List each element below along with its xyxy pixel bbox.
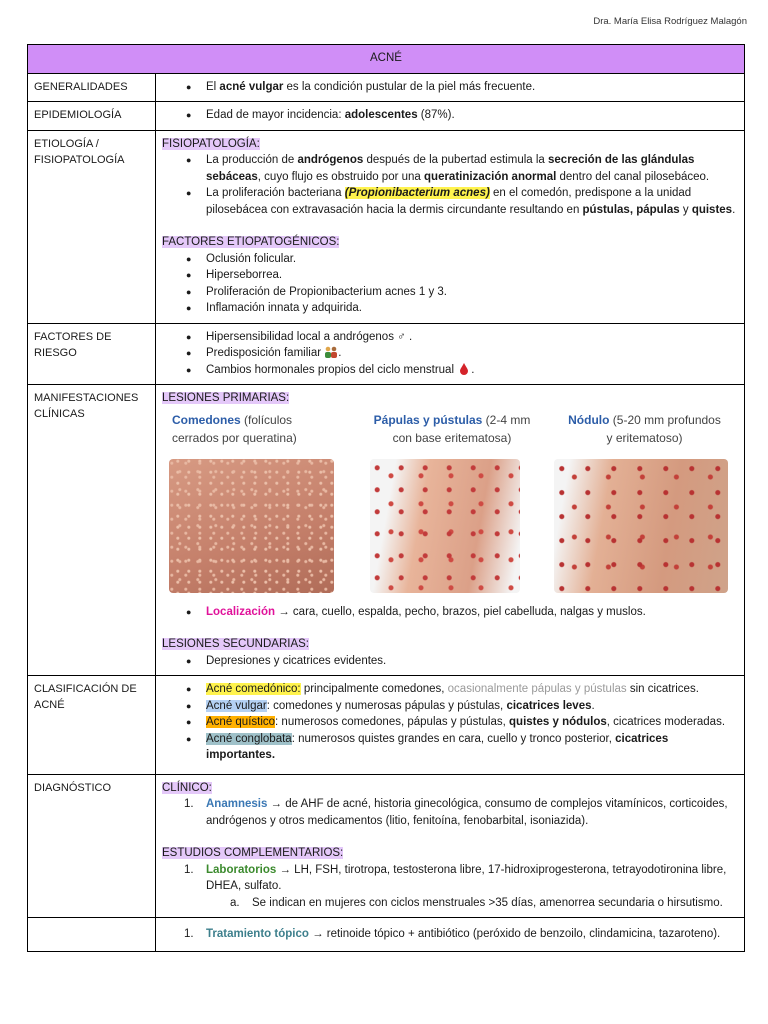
row-content bbox=[156, 323, 745, 385]
nodulo-photo bbox=[554, 459, 728, 593]
list-item: ● Acné quístico: numerosos comedones, pápulas y pústulas, quistes y nódulos, cicatrices moderadas. bbox=[162, 714, 738, 731]
section-heading: CLÍNICO: bbox=[162, 781, 212, 794]
author-header: Dra. María Elisa Rodríguez Malagón bbox=[593, 16, 747, 27]
row-etiologia bbox=[28, 130, 745, 323]
row-diagnostico bbox=[28, 774, 745, 918]
row-label: DIAGNÓSTICO bbox=[28, 774, 156, 918]
list-item: ● Depresiones y cicatrices evidentes. bbox=[162, 653, 738, 670]
list-item: ● Hiperseborrea. bbox=[162, 267, 738, 284]
row-clasificacion bbox=[28, 676, 745, 775]
row-generalidades bbox=[28, 73, 745, 102]
row-label: EPIDEMIOLOGÍA bbox=[28, 102, 156, 131]
row-manifestaciones bbox=[28, 385, 745, 676]
section-heading: FISIOPATOLOGÍA: bbox=[162, 137, 260, 150]
row-label bbox=[28, 918, 156, 952]
acne-table bbox=[27, 44, 745, 952]
list-item: ● Inflamación innata y adquirida. bbox=[162, 300, 738, 317]
table-title: ACNÉ bbox=[28, 45, 745, 74]
row-label: MANIFESTACIONES CLÍNICAS bbox=[28, 385, 156, 676]
list-item: ● Acné comedónico: principalmente comedones, ocasionalmente pápulas y pústulas sin cicatrices. bbox=[162, 681, 738, 698]
list-item: ● Acné conglobata: numerosos quistes grandes en cara, cuello y tronco posterior, cicatrices importantes. bbox=[162, 731, 738, 764]
title-row bbox=[28, 45, 745, 74]
row-riesgo bbox=[28, 323, 745, 385]
list-item: 1. Laboratorios → LH, FSH, tirotropa, testosterona libre, 17-hidroxiprogesterona, tetrayodotironina libre, DHEA, sulfato. bbox=[184, 863, 727, 892]
row-content bbox=[156, 130, 745, 323]
row-content bbox=[156, 676, 745, 775]
row-tratamiento bbox=[28, 918, 745, 952]
row-label: ETIOLOGÍA / FISIOPATOLOGÍA bbox=[28, 130, 156, 323]
comedones-photo bbox=[169, 459, 334, 593]
row-content bbox=[156, 102, 745, 131]
section-heading: ESTUDIOS COMPLEMENTARIOS: bbox=[162, 847, 344, 859]
list-item: ● La producción de andrógenos después de la pubertad estimula la secreción de las glándulas sebáceas, cuyo flujo es obstruido por una queratinización anormal dentro del canal pilosebáceo. bbox=[162, 152, 738, 185]
list-item: ● Cambios hormonales propios del ciclo menstrual . bbox=[162, 362, 738, 379]
section-heading: LESIONES SECUNDARIAS: bbox=[162, 638, 309, 650]
list-item: ● Localización → cara, cuello, espalda, pecho, brazos, piel cabelluda, nalgas y muslos. bbox=[162, 604, 738, 621]
row-content bbox=[156, 385, 745, 676]
list-item: 1. Anamnesis → de AHF de acné, historia ginecológica, consumo de complejos vitamínicos, corticoides, andrógenos y otros medicamentos (litio, fenitoína, fenobarbital, isoniazida). bbox=[184, 798, 728, 827]
row-content bbox=[156, 73, 745, 102]
row-label: CLASIFICACIÓN DE ACNÉ bbox=[28, 676, 156, 775]
list-item: ● Oclusión folicular. bbox=[162, 251, 738, 268]
sub-list-item: a. Se indican en mujeres con ciclos menstruales >35 días, amenorrea secundaria o hirsutismo. bbox=[230, 896, 723, 909]
row-content bbox=[156, 774, 745, 918]
row-epidemiologia bbox=[28, 102, 745, 131]
caption-nodulo: Nódulo (5-20 mm profundos y eritematoso) bbox=[568, 412, 721, 445]
list-item: ● Edad de mayor incidencia: adolescentes (87%). bbox=[162, 107, 738, 124]
list-item: ● La proliferación bacteriana (Propionibacterium acnes) en el comedón, predispone a la unidad pilosebácea con extravasación hacia la dermis circundante resultando en pústulas, pápulas y quistes. bbox=[162, 185, 738, 218]
section-heading: LESIONES PRIMARIAS: bbox=[162, 392, 290, 404]
blood-drop-icon bbox=[457, 363, 471, 375]
list-item: ● El acné vulgar es la condición pustular de la piel más frecuente. bbox=[162, 79, 738, 96]
list-item: ● Acné vulgar: comedones y numerosas pápulas y pústulas, cicatrices leves. bbox=[162, 698, 738, 715]
row-label: GENERALIDADES bbox=[28, 73, 156, 102]
caption-comedones: Comedones (folículos cerrados por queratina) bbox=[172, 412, 297, 445]
row-content bbox=[156, 918, 745, 952]
list-item: ● Predisposición familiar . bbox=[162, 345, 738, 362]
list-item: ● Proliferación de Propionibacterium acnes 1 y 3. bbox=[162, 284, 738, 301]
list-item: ● Hipersensibilidad local a andrógenos ♂ . bbox=[162, 329, 738, 346]
caption-papulas: Pápulas y pústulas (2-4 mm con base eritematosa) bbox=[373, 412, 531, 445]
lesion-images bbox=[162, 411, 738, 598]
list-item: 1. Tratamiento tópico → retinoide tópico + antibiótico (peróxido de benzoilo, clindamicina, tazaroteno). bbox=[184, 928, 721, 940]
family-icon bbox=[324, 346, 338, 358]
row-label: FACTORES DE RIESGO bbox=[28, 323, 156, 385]
section-heading: FACTORES ETIOPATOGÉNICOS: bbox=[162, 236, 340, 248]
papulas-photo bbox=[370, 459, 520, 593]
